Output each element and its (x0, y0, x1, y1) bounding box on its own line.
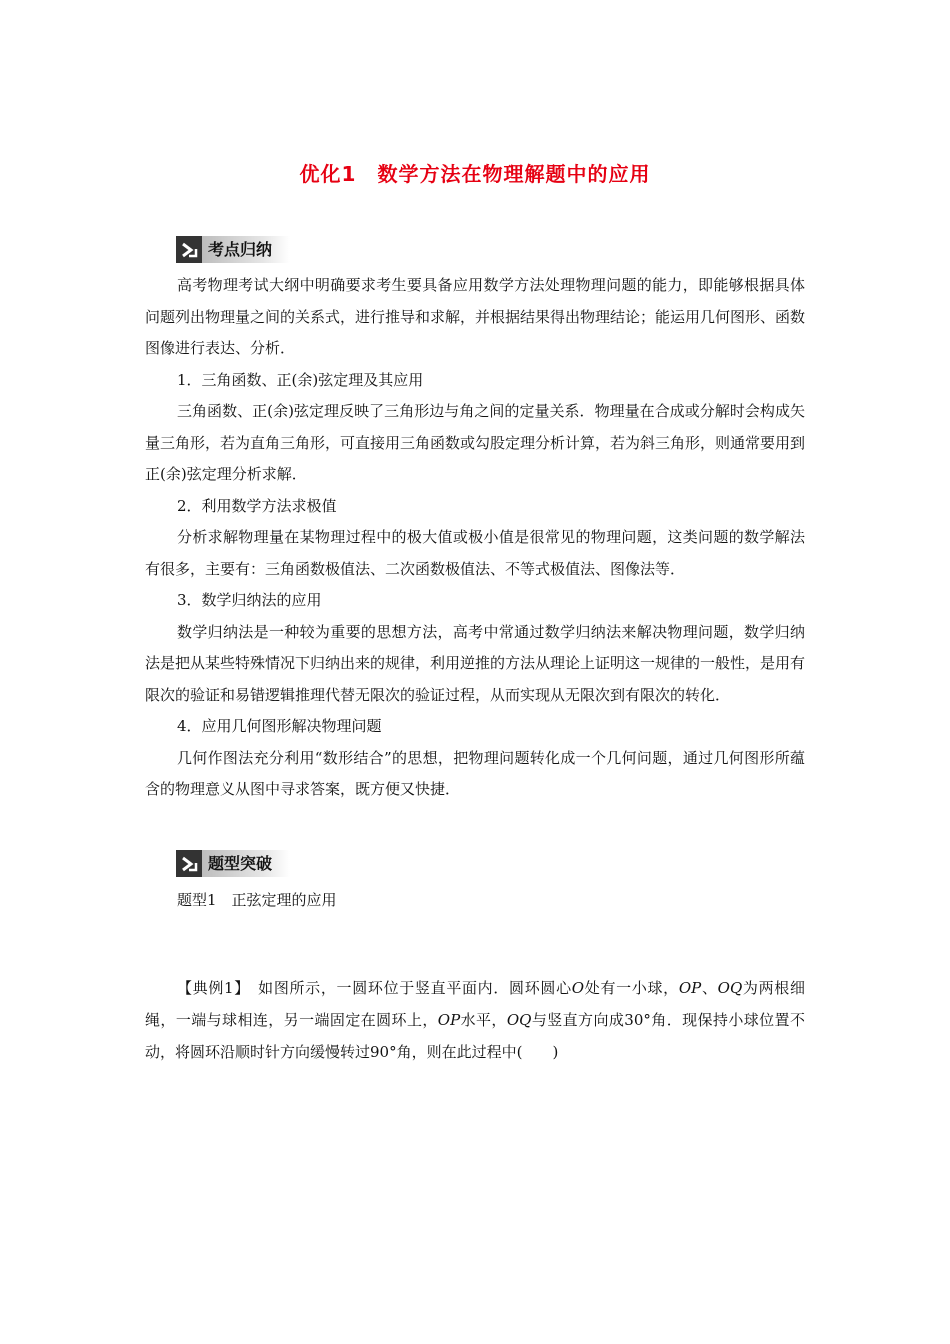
var-oq: OQ (506, 1011, 532, 1029)
point-text: 三角函数、正(余)弦定理反映了三角形边与角之间的定量关系．物理量在合成或分解时会构成矢量三角形，若为直角三角形，可直接用三角函数或勾股定理分析计算，若为斜三角形，则通常要用到正(余)弦定理分析求解． (145, 402, 806, 483)
point-text: 几何作图法充分利用“数形结合”的思想，把物理问题转化成一个几何问题，通过几何图形所蕴含的物理意义从图中寻求答案，既方便又快捷． (145, 748, 805, 798)
example-text-d: 水平， (460, 1011, 507, 1029)
intro-paragraph: 高考物理考试大纲中明确要求考生要具备应用数学方法处理物理问题的能力，即能够根据具体问题列出物理量之间的关系式，进行推导和求解，并根据结果得出物理结论；能运用几何图形、函数图像进行表达、分析． (145, 276, 806, 357)
example-1 (145, 972, 805, 1068)
var-op: OP (437, 1011, 461, 1029)
point-heading: 1．三角函数、正(余)弦定理及其应用 (177, 370, 424, 389)
page-title: 优化1 数学方法在物理解题中的应用 (299, 162, 651, 186)
type1-block (145, 885, 805, 917)
section-label: 考点归纳 (202, 236, 290, 263)
section-header-tixing (176, 850, 290, 877)
var-op: OP (678, 979, 702, 997)
arrow-icon (176, 850, 202, 877)
example-tag: 【典例1】 (177, 979, 243, 997)
section-header-kaodian (176, 236, 290, 263)
type1-heading: 题型1 正弦定理的应用 (177, 891, 337, 909)
section-label: 题型突破 (202, 850, 290, 877)
example-text-c: 为两根细绳，一端与球相连，另一端固定在圆环上， (145, 979, 805, 1029)
example-text-a: 如图所示，一圆环位于竖直平面内．圆环圆心 (242, 979, 572, 997)
var-o: O (571, 979, 585, 997)
arrow-icon (176, 236, 202, 263)
var-oq: OQ (717, 979, 743, 997)
example-text-b: 处有一小球， (584, 979, 679, 997)
content-body (145, 270, 805, 806)
point-text: 数学归纳法是一种较为重要的思想方法，高考中常通过数学归纳法来解决物理问题，数学归纳法是把从某些特殊情况下归纳出来的规律，利用逆推的方法从理论上证明这一规律的一般性，是用有限次的验证和易错逻辑推理代替无限次的验证过程，从而实现从无限次到有限次的转化． (145, 622, 806, 704)
point-heading: 2．利用数学方法求极值 (177, 496, 337, 515)
example-text-e: 与竖直方向成30°角．现保持小球位置不动，将圆环沿顺时针方向缓慢转过90°角，则在此过程中( ) (145, 1011, 805, 1061)
example-text (145, 972, 805, 1068)
example-sep: 、 (701, 979, 718, 997)
point-heading: 3．数学归纳法的应用 (177, 591, 322, 609)
point-heading: 4．应用几何图形解决物理问题 (177, 717, 382, 735)
point-text: 分析求解物理量在某物理过程中的极大值或极小值是很常见的物理问题，这类问题的数学解法有很多，主要有：三角函数极值法、二次函数极值法、不等式极值法、图像法等． (145, 528, 805, 578)
